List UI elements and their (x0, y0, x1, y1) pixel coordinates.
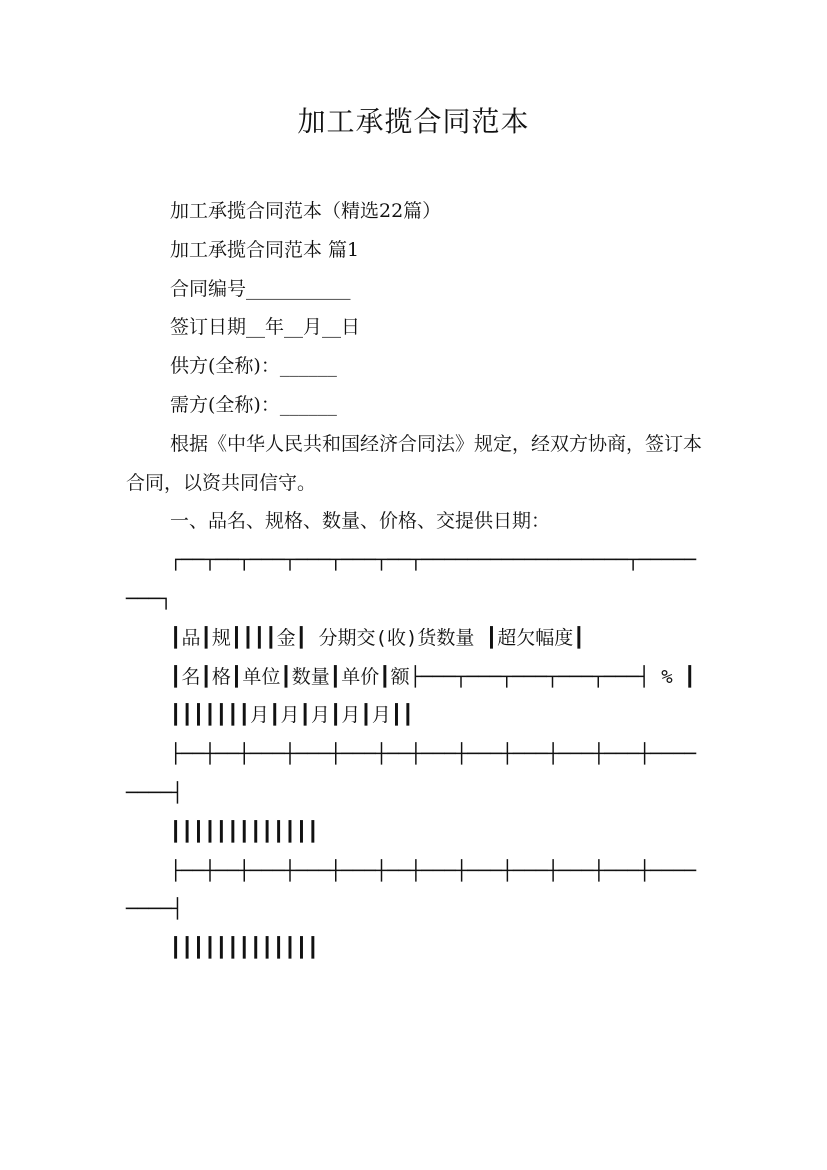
doc-paragraph-contract-number: 合同编号___________ (170, 277, 351, 300)
doc-paragraph-clause-one: 一、品名、规格、数量、价格、交提供日期： (170, 510, 551, 533)
doc-paragraph-supplier: 供方(全称)：______ (170, 355, 337, 378)
doc-table-line: ├──┼──┼───┼───┼───┼──┼───┼───┼───┼───┼───┼────────┤ (126, 743, 697, 804)
doc-table-line: ├──┼──┼───┼───┼───┼──┼───┼───┼───┼───┼───┼────────┤ (126, 859, 697, 921)
doc-paragraph-buyer: 需方(全称)：______ (170, 393, 337, 416)
doc-paragraph-section-heading: 加工承揽合同范本 篇1 (170, 238, 360, 261)
doc-table-line: ┃┃┃┃┃┃┃┃┃┃┃┃┃ (170, 937, 319, 960)
doc-table-line: ┃名┃格┃单位┃数量┃单价┃额├───┬───┬───┬───┬───┤ % ┃ (170, 665, 696, 688)
doc-table-line: ┃┃┃┃┃┃┃月┃月┃月┃月┃月┃┃ (170, 704, 414, 727)
document-title: 加工承揽合同范本 (297, 105, 530, 138)
document-body (126, 192, 706, 968)
doc-table-line: ┃品┃规┃┃┃┃金┃ 分期交(收)货数量 ┃超欠幅度┃ (170, 626, 585, 649)
doc-table-line: ┌──┬──┬───┬───┬───┬──┬──────────────────┬────────┐ (126, 549, 697, 610)
doc-paragraph-legal-basis: 根据《中华人民共和国经济合同法》规定，经双方协商，签订本合同，以资共同信守。 (126, 432, 703, 494)
doc-paragraph-sign-date: 签订日期__年__月__日 (170, 316, 361, 339)
doc-paragraph-subtitle: 加工承揽合同范本（精选22篇） (170, 200, 442, 222)
doc-table-line: ┃┃┃┃┃┃┃┃┃┃┃┃┃ (170, 820, 319, 843)
